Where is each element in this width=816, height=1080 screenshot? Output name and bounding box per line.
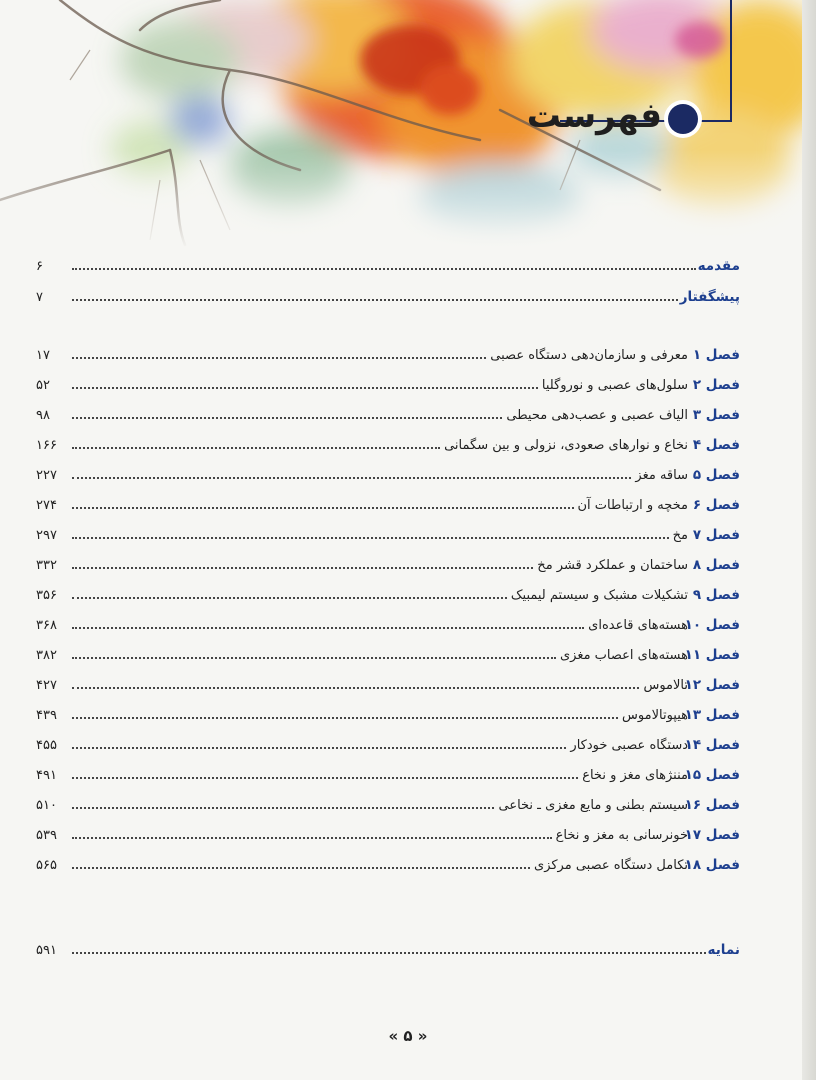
chapter-title: ساقه مغز xyxy=(635,468,688,483)
page-edge xyxy=(802,0,816,1080)
toc-page-number: ۵۹۱ xyxy=(36,943,57,958)
leader-dots xyxy=(72,596,507,599)
toc-page-number: ۲۲۷ xyxy=(36,468,57,483)
leader-dots xyxy=(72,836,552,839)
toc-row-chapter[interactable] xyxy=(36,791,740,813)
chapter-label: فصل ۹ xyxy=(692,587,740,603)
leader-dots xyxy=(72,951,706,954)
chapter-label: فصل ۱۶ xyxy=(684,797,740,813)
toc-row-chapter[interactable] xyxy=(36,761,740,783)
chapter-title: معرفی و سازمان‌دهی دستگاه عصبی xyxy=(490,348,688,363)
toc-page-number: ۳۵۶ xyxy=(36,588,57,603)
toc-row-chapter[interactable] xyxy=(36,821,740,843)
toc-row-chapter[interactable] xyxy=(36,611,740,633)
chapter-label: فصل ۲ xyxy=(692,377,740,393)
toc-row-chapter[interactable] xyxy=(36,851,740,873)
leader-dots xyxy=(72,298,678,301)
toc-page-number: ۹۸ xyxy=(36,408,50,423)
chapter-title: دستگاه عصبی خودکار xyxy=(570,738,688,753)
chapter-title: تکامل دستگاه عصبی مرکزی xyxy=(534,858,688,873)
toc-row-introduction[interactable] xyxy=(36,252,740,274)
leader-dots xyxy=(72,386,538,389)
toc-row-chapter[interactable] xyxy=(36,401,740,423)
chapter-label: فصل ۱۰ xyxy=(684,617,740,633)
toc-row-chapter[interactable] xyxy=(36,641,740,663)
chapter-title: خونرسانی به مغز و نخاع xyxy=(555,828,688,843)
chapter-title: هیپوتالاموس xyxy=(622,708,688,723)
chapter-label: فصل ۶ xyxy=(692,497,740,513)
toc-row-preface[interactable] xyxy=(36,283,740,305)
page-number-footer: « ۵ » xyxy=(388,1027,428,1045)
toc-page-number: ۵۶۵ xyxy=(36,858,57,873)
chapter-label: فصل ۱۲ xyxy=(684,677,740,693)
chapter-title: سیستم بطنی و مایع مغزی ـ نخاعی xyxy=(498,798,688,813)
toc-page-number: ۳۶۸ xyxy=(36,618,57,633)
toc-page-number: ۳۸۲ xyxy=(36,648,57,663)
chapter-label: فصل ۱۱ xyxy=(684,647,740,663)
toc-page-number: ۳۳۲ xyxy=(36,558,57,573)
leader-dots xyxy=(72,776,578,779)
toc-row-chapter[interactable] xyxy=(36,371,740,393)
chapter-label: فصل ۳ xyxy=(692,407,740,423)
toc-row-chapter[interactable] xyxy=(36,731,740,753)
title-bullet-icon xyxy=(668,104,698,134)
leader-dots xyxy=(72,716,618,719)
toc-page-number: ۲۷۴ xyxy=(36,498,57,513)
chapter-title: تشکیلات مشبک و سیستم لیمبیک xyxy=(510,588,688,603)
leader-dots xyxy=(72,446,440,449)
chapter-label: فصل ۱۷ xyxy=(684,827,740,843)
leader-dots xyxy=(72,866,530,869)
chapter-label: فصل ۸ xyxy=(692,557,740,573)
chapter-label: فصل ۴ xyxy=(692,437,740,453)
toc-page-number: ۲۹۷ xyxy=(36,528,57,543)
chapter-label: فصل ۱۴ xyxy=(684,737,740,753)
toc-page-number: ۷ xyxy=(36,290,43,305)
chapter-title: هسته‌های قاعده‌ای xyxy=(588,618,688,633)
toc-entry-label: نمایه xyxy=(707,942,740,958)
toc-page-number: ۴۵۵ xyxy=(36,738,57,753)
toc-row-chapter[interactable] xyxy=(36,341,740,363)
toc-row-chapter[interactable] xyxy=(36,521,740,543)
chapter-label: فصل ۵ xyxy=(692,467,740,483)
chapter-label: فصل ۱ xyxy=(692,347,740,363)
toc-page-number: ۵۲ xyxy=(36,378,50,393)
toc-row-chapter[interactable] xyxy=(36,551,740,573)
toc-page-number: ۱۶۶ xyxy=(36,438,57,453)
leader-dots xyxy=(72,506,574,509)
toc-entry-label: مقدمه xyxy=(697,258,740,274)
leader-dots xyxy=(72,476,631,479)
toc-row-chapter[interactable] xyxy=(36,461,740,483)
page-title: فهرست xyxy=(526,96,662,136)
leader-dots xyxy=(72,566,533,569)
toc-row-chapter[interactable] xyxy=(36,581,740,603)
leader-dots xyxy=(72,356,486,359)
chapter-title: الیاف عصبی و عصب‌دهی محیطی xyxy=(506,408,688,423)
chapter-title: نخاع و نوارهای صعودی، نزولی و بین سگمانی xyxy=(444,438,688,453)
leader-dots xyxy=(72,626,584,629)
chapter-title: تالاموس xyxy=(643,678,688,693)
chapter-label: فصل ۱۵ xyxy=(684,767,740,783)
chapter-title: مننژهای مغز و نخاع xyxy=(582,768,688,783)
toc-row-chapter[interactable] xyxy=(36,701,740,723)
leader-dots xyxy=(72,656,556,659)
chapter-title: سلول‌های عصبی و نوروگلیا xyxy=(541,378,688,393)
leader-dots xyxy=(72,416,502,419)
toc-row-chapter[interactable] xyxy=(36,431,740,453)
chapter-title: مخچه و ارتباطات آن xyxy=(577,498,688,513)
toc-row-chapter[interactable] xyxy=(36,671,740,693)
chapter-title: ساختمان و عملکرد قشر مخ xyxy=(537,558,688,573)
chapter-title: هسته‌های اعصاب مغزی xyxy=(559,648,688,663)
toc-page-number: ۱۷ xyxy=(36,348,50,363)
toc-entry-label: پیشگفتار xyxy=(679,289,740,305)
toc-page-number: ۵۱۰ xyxy=(36,798,57,813)
chapter-label: فصل ۱۸ xyxy=(684,857,740,873)
leader-dots xyxy=(72,267,696,270)
toc-page-number: ۴۲۷ xyxy=(36,678,57,693)
toc-page-number: ۶ xyxy=(36,259,43,274)
toc-row-index[interactable] xyxy=(36,936,740,958)
leader-dots xyxy=(72,536,669,539)
leader-dots xyxy=(72,686,639,689)
chapter-title: مخ xyxy=(672,528,688,543)
toc-page-number: ۴۹۱ xyxy=(36,768,57,783)
toc-page-number: ۴۳۹ xyxy=(36,708,57,723)
toc-row-chapter[interactable] xyxy=(36,491,740,513)
chapter-label: فصل ۷ xyxy=(692,527,740,543)
leader-dots xyxy=(72,806,494,809)
toc-page-number: ۵۳۹ xyxy=(36,828,57,843)
leader-dots xyxy=(72,746,566,749)
chapter-label: فصل ۱۳ xyxy=(684,707,740,723)
